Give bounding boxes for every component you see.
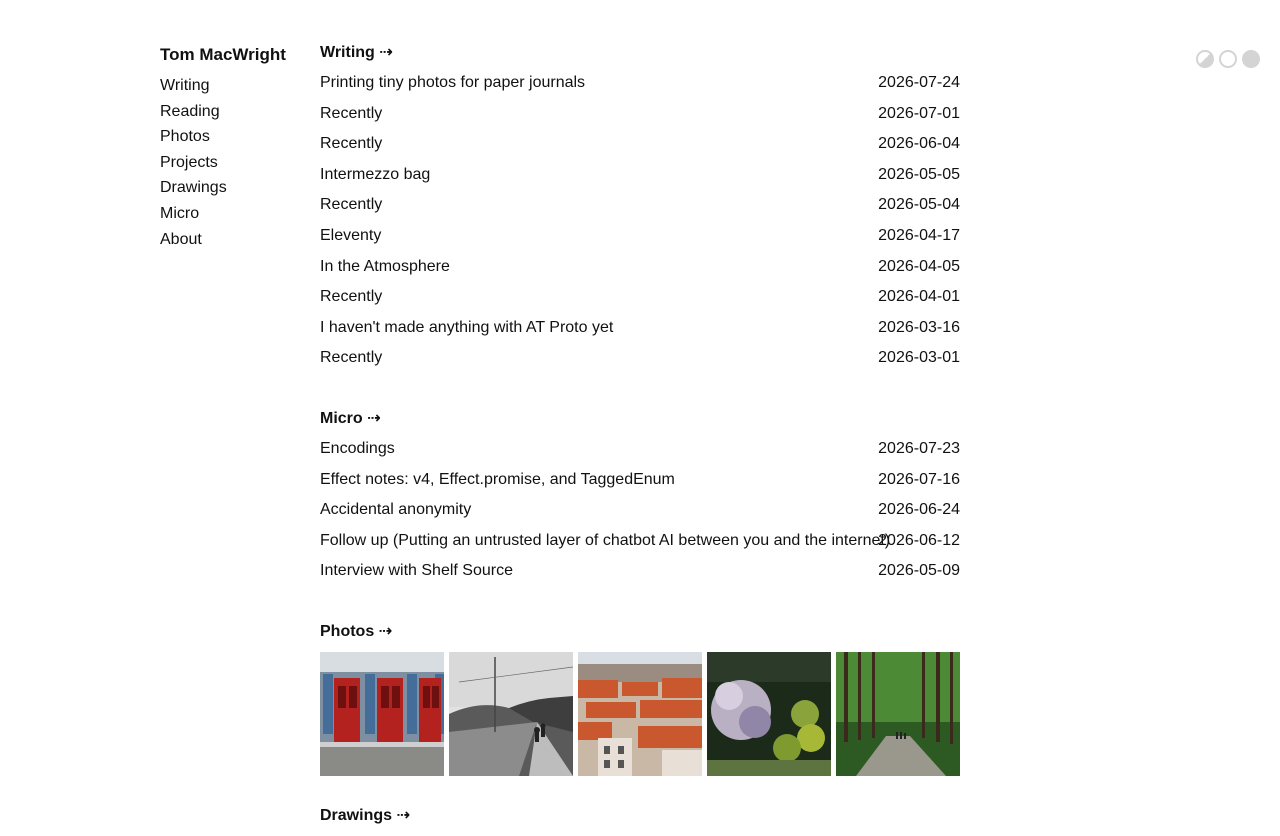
nav-link[interactable]: Drawings xyxy=(160,179,227,197)
nav-link[interactable]: Micro xyxy=(160,204,200,222)
post-date: 2026-07-24 xyxy=(878,74,960,91)
site-name-link[interactable]: Tom MacWright xyxy=(160,45,286,64)
list-item[interactable] xyxy=(320,257,960,288)
post-title[interactable]: Recently xyxy=(320,349,383,367)
theme-switcher xyxy=(1196,50,1260,68)
post-date: 2026-07-23 xyxy=(878,439,960,457)
writing-heading[interactable] xyxy=(320,42,960,64)
list-item[interactable] xyxy=(320,134,960,165)
micro-heading-link[interactable]: Micro ⇢ xyxy=(320,409,381,427)
post-title[interactable]: Effect notes: v4, Effect.promise, and TaggedEnum xyxy=(320,470,675,488)
nav-item-about[interactable] xyxy=(160,227,310,253)
sidebar xyxy=(160,44,310,252)
post-title[interactable]: Follow up (Putting an untrusted layer of chatbot AI between you and the internet) xyxy=(320,531,891,549)
writing-list xyxy=(320,73,960,379)
photo-orange-rooftops-city[interactable] xyxy=(578,652,702,776)
nav-link[interactable]: Reading xyxy=(160,102,220,120)
micro-heading[interactable] xyxy=(320,408,960,430)
post-date: 2026-07-01 xyxy=(878,104,960,122)
post-title[interactable]: Interview with Shelf Source xyxy=(320,562,513,580)
auto-theme-icon[interactable] xyxy=(1196,50,1214,68)
post-title[interactable]: Recently xyxy=(320,104,383,122)
list-item[interactable] xyxy=(320,439,960,470)
dark-theme-icon[interactable] xyxy=(1242,50,1260,68)
post-title[interactable]: Recently xyxy=(320,196,383,214)
post-date: 2026-05-05 xyxy=(878,165,960,183)
post-date: 2026-04-05 xyxy=(878,257,960,275)
photos-heading-link[interactable]: Photos ⇢ xyxy=(320,622,393,640)
post-title[interactable]: Recently xyxy=(320,288,383,306)
list-item[interactable] xyxy=(320,500,960,531)
light-theme-icon[interactable] xyxy=(1219,50,1237,68)
photos-heading[interactable] xyxy=(320,621,960,643)
post-date: 2026-06-24 xyxy=(878,501,960,519)
micro-list xyxy=(320,439,960,592)
post-title[interactable]: Recently xyxy=(320,135,383,153)
writing-heading-link[interactable]: Writing ⇢ xyxy=(320,44,393,61)
list-item[interactable] xyxy=(320,73,960,104)
post-title[interactable]: Intermezzo bag xyxy=(320,165,431,183)
nav-item-writing[interactable] xyxy=(160,73,310,99)
site-name[interactable] xyxy=(160,44,310,66)
post-date: 2026-03-01 xyxy=(878,349,960,367)
photo-forest-path[interactable] xyxy=(836,652,960,776)
post-title[interactable]: In the Atmosphere xyxy=(320,257,450,275)
drawings-heading[interactable] xyxy=(320,805,960,827)
photo-bw-cyclists-road[interactable] xyxy=(449,652,573,776)
list-item[interactable] xyxy=(320,287,960,318)
post-date: 2026-05-09 xyxy=(878,562,960,580)
list-item[interactable] xyxy=(320,318,960,349)
nav-link[interactable]: About xyxy=(160,230,202,248)
list-item[interactable] xyxy=(320,195,960,226)
nav-link[interactable]: Projects xyxy=(160,153,218,171)
photo-grid xyxy=(320,652,960,776)
post-title[interactable]: Encodings xyxy=(320,439,395,457)
post-date: 2026-05-04 xyxy=(878,196,960,214)
post-title[interactable]: Accidental anonymity xyxy=(320,501,472,519)
photo-red-doors-tiles[interactable] xyxy=(320,652,444,776)
list-item[interactable] xyxy=(320,348,960,379)
nav-item-reading[interactable] xyxy=(160,99,310,125)
list-item[interactable] xyxy=(320,226,960,257)
list-item[interactable] xyxy=(320,531,960,562)
post-date: 2026-07-16 xyxy=(878,470,960,488)
main-nav xyxy=(160,73,310,252)
post-date: 2026-03-16 xyxy=(878,318,960,336)
photo-flower-bushes[interactable] xyxy=(707,652,831,776)
main-content xyxy=(320,42,960,836)
list-item[interactable] xyxy=(320,104,960,135)
post-title[interactable]: Printing tiny photos for paper journals xyxy=(320,74,586,91)
post-title[interactable]: I haven't made anything with AT Proto yet xyxy=(320,318,614,336)
post-date: 2026-06-12 xyxy=(878,531,960,549)
nav-item-drawings[interactable] xyxy=(160,175,310,201)
nav-item-photos[interactable] xyxy=(160,124,310,150)
drawings-heading-link[interactable]: Drawings ⇢ xyxy=(320,806,410,824)
post-date: 2026-04-01 xyxy=(878,288,960,306)
nav-item-projects[interactable] xyxy=(160,150,310,176)
list-item[interactable] xyxy=(320,470,960,501)
post-title[interactable]: Eleventy xyxy=(320,226,382,244)
post-date: 2026-04-17 xyxy=(878,226,960,244)
nav-link[interactable]: Photos xyxy=(160,128,210,146)
list-item[interactable] xyxy=(320,561,960,592)
post-date: 2026-06-04 xyxy=(878,135,960,153)
nav-item-micro[interactable] xyxy=(160,201,310,227)
nav-link[interactable]: Writing xyxy=(160,77,210,94)
list-item[interactable] xyxy=(320,165,960,196)
